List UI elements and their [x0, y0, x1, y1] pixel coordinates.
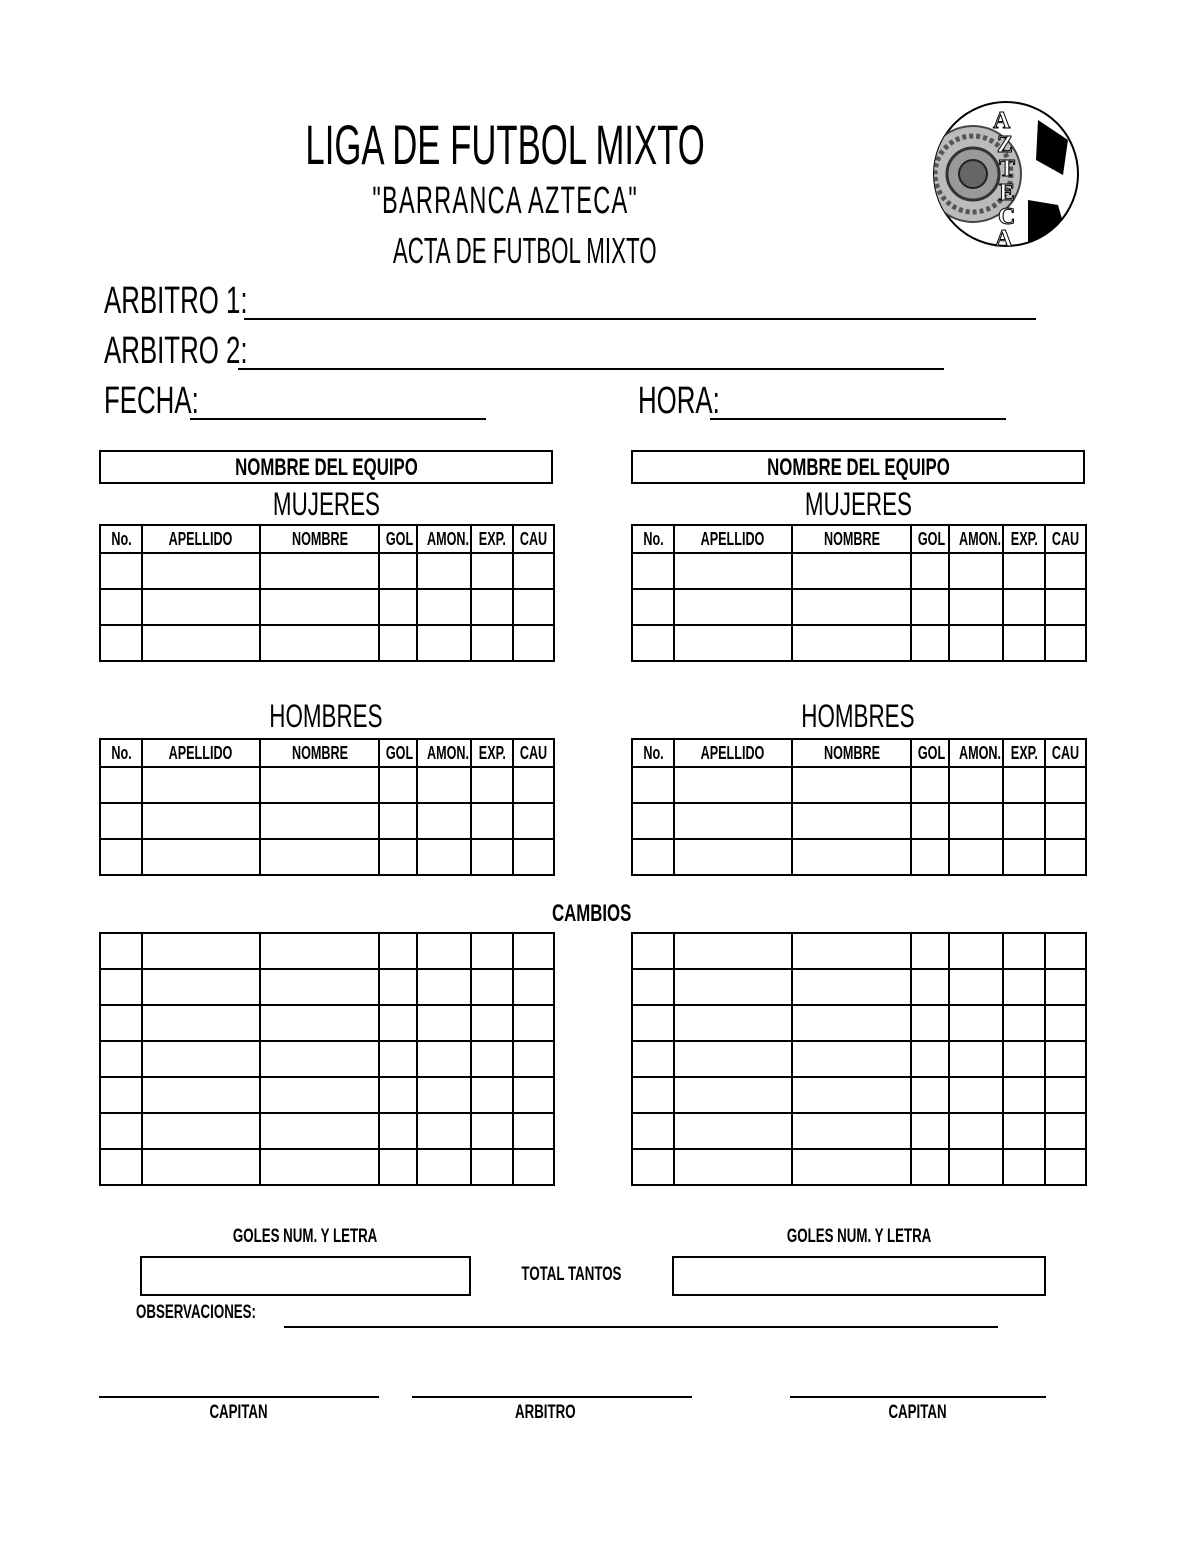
column-header: No.: [100, 739, 142, 767]
table-cell[interactable]: [1003, 589, 1045, 625]
table-cell[interactable]: [379, 1005, 417, 1041]
table-cell[interactable]: [513, 1149, 554, 1185]
table-cell[interactable]: [949, 767, 1003, 803]
table-cell[interactable]: [674, 553, 792, 589]
table-cell[interactable]: [792, 1041, 911, 1077]
table-cell[interactable]: [379, 969, 417, 1005]
table-cell[interactable]: [792, 625, 911, 661]
table-cell[interactable]: [792, 589, 911, 625]
table-cell[interactable]: [911, 1113, 949, 1149]
table-row: [100, 1149, 554, 1185]
column-header: CAU: [1045, 525, 1086, 553]
table-cell[interactable]: [260, 803, 379, 839]
table-cell[interactable]: [513, 1005, 554, 1041]
table-cell[interactable]: [142, 969, 260, 1005]
column-header: EXP.: [1003, 739, 1045, 767]
men-table-right[interactable]: [631, 738, 1087, 876]
table-row: [100, 1113, 554, 1149]
table-cell[interactable]: [949, 839, 1003, 875]
table-cell[interactable]: [513, 969, 554, 1005]
table-cell[interactable]: [100, 1005, 142, 1041]
column-header: CAU: [513, 525, 554, 553]
column-header: GOL: [911, 525, 949, 553]
table-cell[interactable]: [632, 803, 674, 839]
table-cell[interactable]: [260, 1005, 379, 1041]
arbitro1-label: ARBITRO 1:: [104, 280, 248, 322]
table-cell[interactable]: [471, 1077, 513, 1113]
table-header-row: [632, 739, 1086, 767]
captain-label-right: CAPITAN: [888, 1402, 948, 1423]
table-cell[interactable]: [949, 1113, 1003, 1149]
table-row: [632, 767, 1086, 803]
column-header: CAU: [1045, 739, 1086, 767]
table-cell[interactable]: [1003, 767, 1045, 803]
table-cell[interactable]: [142, 1005, 260, 1041]
table-cell[interactable]: [674, 1113, 792, 1149]
table-cell[interactable]: [100, 1149, 142, 1185]
table-cell[interactable]: [142, 625, 260, 661]
table-cell[interactable]: [417, 767, 471, 803]
table-row: [632, 933, 1086, 969]
table-cell[interactable]: [417, 803, 471, 839]
table-cell[interactable]: [417, 625, 471, 661]
column-header: NOMBRE: [260, 525, 379, 553]
column-header: AMON.: [417, 739, 471, 767]
table-cell[interactable]: [792, 767, 911, 803]
table-cell[interactable]: [674, 933, 792, 969]
table-cell[interactable]: [471, 589, 513, 625]
table-row: [632, 1005, 1086, 1041]
table-cell[interactable]: [674, 767, 792, 803]
table-cell[interactable]: [260, 1041, 379, 1077]
table-cell[interactable]: [513, 1041, 554, 1077]
table-cell[interactable]: [513, 553, 554, 589]
table-row: [632, 625, 1086, 661]
table-cell[interactable]: [471, 1005, 513, 1041]
table-cell[interactable]: [260, 1077, 379, 1113]
table-cell[interactable]: [792, 1149, 911, 1185]
table-cell[interactable]: [632, 1149, 674, 1185]
table-cell[interactable]: [142, 1077, 260, 1113]
table-cell[interactable]: [260, 839, 379, 875]
table-row: [100, 803, 554, 839]
table-cell[interactable]: [792, 1005, 911, 1041]
table-cell[interactable]: [632, 969, 674, 1005]
table-cell[interactable]: [260, 589, 379, 625]
women-section-label-right: MUJERES: [804, 486, 912, 522]
goals-label-right: GOLES NUM. Y LETRA: [786, 1226, 932, 1247]
table-cell[interactable]: [632, 589, 674, 625]
table-cell[interactable]: [632, 1041, 674, 1077]
table-cell[interactable]: [100, 803, 142, 839]
table-cell[interactable]: [513, 625, 554, 661]
table-cell[interactable]: [100, 589, 142, 625]
league-title: LIGA DE FUTBOL MIXTO: [305, 113, 705, 176]
table-cell[interactable]: [674, 803, 792, 839]
table-row: [100, 933, 554, 969]
table-cell[interactable]: [792, 969, 911, 1005]
table-cell[interactable]: [100, 767, 142, 803]
table-cell[interactable]: [260, 1113, 379, 1149]
table-cell[interactable]: [949, 1041, 1003, 1077]
table-cell[interactable]: [142, 1113, 260, 1149]
captain-label-left: CAPITAN: [209, 1402, 269, 1423]
table-cell[interactable]: [417, 1077, 471, 1113]
table-cell[interactable]: [513, 767, 554, 803]
table-cell[interactable]: [379, 625, 417, 661]
column-header: NOMBRE: [792, 739, 911, 767]
table-cell[interactable]: [1003, 969, 1045, 1005]
table-cell[interactable]: [911, 767, 949, 803]
table-cell[interactable]: [949, 1077, 1003, 1113]
table-cell[interactable]: [379, 1149, 417, 1185]
changes-table-right[interactable]: [631, 932, 1087, 1186]
fecha-line[interactable]: [190, 418, 486, 420]
hora-label: HORA:: [638, 380, 720, 422]
table-cell[interactable]: [260, 767, 379, 803]
table-cell[interactable]: [1003, 1041, 1045, 1077]
column-header: EXP.: [1003, 525, 1045, 553]
table-cell[interactable]: [1045, 1149, 1086, 1185]
column-header: GOL: [911, 739, 949, 767]
table-cell[interactable]: [417, 839, 471, 875]
table-cell[interactable]: [911, 589, 949, 625]
table-row: [100, 767, 554, 803]
table-cell[interactable]: [471, 1041, 513, 1077]
table-cell[interactable]: [632, 625, 674, 661]
azteca-logo: [918, 100, 1083, 250]
table-cell[interactable]: [632, 933, 674, 969]
table-cell[interactable]: [1003, 1113, 1045, 1149]
table-cell[interactable]: [379, 1113, 417, 1149]
table-cell[interactable]: [949, 1005, 1003, 1041]
column-header: No.: [632, 739, 674, 767]
table-row: [632, 839, 1086, 875]
table-cell[interactable]: [513, 933, 554, 969]
table-cell[interactable]: [100, 553, 142, 589]
table-cell[interactable]: [142, 553, 260, 589]
table-cell[interactable]: [911, 1005, 949, 1041]
arbitro2-label: ARBITRO 2:: [104, 330, 248, 372]
table-cell[interactable]: [632, 1113, 674, 1149]
table-cell[interactable]: [911, 553, 949, 589]
table-cell[interactable]: [471, 1149, 513, 1185]
logo-lettering: A Z T E C A: [993, 108, 1016, 250]
column-header: NOMBRE: [792, 525, 911, 553]
column-header: NOMBRE: [260, 739, 379, 767]
table-row: [632, 1041, 1086, 1077]
table-cell[interactable]: [100, 625, 142, 661]
table-cell[interactable]: [513, 839, 554, 875]
table-cell[interactable]: [379, 933, 417, 969]
table-cell[interactable]: [513, 1113, 554, 1149]
table-cell[interactable]: [417, 1113, 471, 1149]
team-name-box-right[interactable]: NOMBRE DEL EQUIPO: [631, 450, 1085, 484]
women-table-left[interactable]: [99, 524, 555, 662]
table-cell[interactable]: [1045, 767, 1086, 803]
table-cell[interactable]: [142, 839, 260, 875]
table-cell[interactable]: [471, 625, 513, 661]
table-cell[interactable]: [949, 553, 1003, 589]
table-cell[interactable]: [1045, 839, 1086, 875]
table-cell[interactable]: [792, 553, 911, 589]
captain-signature-line-left[interactable]: [99, 1396, 379, 1398]
men-section-label-right: HOMBRES: [801, 698, 915, 734]
table-cell[interactable]: [471, 839, 513, 875]
table-cell[interactable]: [792, 803, 911, 839]
table-cell[interactable]: [632, 839, 674, 875]
table-cell[interactable]: [379, 1041, 417, 1077]
table-cell[interactable]: [674, 1041, 792, 1077]
table-cell[interactable]: [100, 1041, 142, 1077]
table-cell[interactable]: [911, 625, 949, 661]
column-header: CAU: [513, 739, 554, 767]
table-cell[interactable]: [100, 969, 142, 1005]
table-cell[interactable]: [1003, 803, 1045, 839]
column-header: APELLIDO: [142, 525, 260, 553]
table-cell[interactable]: [911, 933, 949, 969]
table-cell[interactable]: [674, 1005, 792, 1041]
table-cell[interactable]: [949, 803, 1003, 839]
table-cell[interactable]: [417, 933, 471, 969]
men-section-label-left: HOMBRES: [269, 698, 383, 734]
table-cell[interactable]: [513, 589, 554, 625]
column-header: AMON.: [417, 525, 471, 553]
table-cell[interactable]: [1045, 1005, 1086, 1041]
table-cell[interactable]: [911, 1077, 949, 1113]
referee-label: ARBITRO: [514, 1402, 576, 1423]
table-cell[interactable]: [379, 553, 417, 589]
table-cell[interactable]: [674, 839, 792, 875]
goals-box-right[interactable]: [672, 1256, 1046, 1296]
table-cell[interactable]: [792, 839, 911, 875]
table-cell[interactable]: [949, 969, 1003, 1005]
table-cell[interactable]: [471, 767, 513, 803]
table-cell[interactable]: [1045, 933, 1086, 969]
table-cell[interactable]: [1045, 1113, 1086, 1149]
column-header: APELLIDO: [142, 739, 260, 767]
table-cell[interactable]: [471, 933, 513, 969]
table-cell[interactable]: [792, 933, 911, 969]
table-cell[interactable]: [417, 1149, 471, 1185]
table-row: [100, 1077, 554, 1113]
women-section-label-left: MUJERES: [272, 486, 380, 522]
table-cell[interactable]: [1003, 1149, 1045, 1185]
observations-label: OBSERVACIONES:: [136, 1302, 256, 1323]
table-cell[interactable]: [260, 553, 379, 589]
team-name-box-left[interactable]: NOMBRE DEL EQUIPO: [99, 450, 553, 484]
observations-line[interactable]: [284, 1326, 998, 1328]
table-cell[interactable]: [1045, 553, 1086, 589]
table-cell[interactable]: [260, 969, 379, 1005]
table-header-row: [100, 525, 554, 553]
fecha-label: FECHA:: [104, 380, 199, 422]
table-cell[interactable]: [674, 969, 792, 1005]
table-row: [632, 969, 1086, 1005]
table-cell[interactable]: [471, 553, 513, 589]
table-row: [100, 1041, 554, 1077]
column-header: No.: [632, 525, 674, 553]
referee-signature-line[interactable]: [412, 1396, 692, 1398]
table-cell[interactable]: [792, 1113, 911, 1149]
goals-label-left: GOLES NUM. Y LETRA: [232, 1226, 378, 1247]
table-cell[interactable]: [1003, 625, 1045, 661]
table-cell[interactable]: [379, 767, 417, 803]
table-header-row: [632, 525, 1086, 553]
table-row: [632, 803, 1086, 839]
total-tantos-label: TOTAL TANTOS: [520, 1264, 621, 1285]
table-row: [100, 589, 554, 625]
table-cell[interactable]: [142, 933, 260, 969]
table-cell[interactable]: [260, 933, 379, 969]
table-cell[interactable]: [632, 1077, 674, 1113]
column-header: No.: [100, 525, 142, 553]
table-cell[interactable]: [513, 1077, 554, 1113]
table-cell[interactable]: [379, 1077, 417, 1113]
table-row: [100, 1005, 554, 1041]
table-cell[interactable]: [100, 1077, 142, 1113]
hora-line[interactable]: [710, 418, 1006, 420]
table-cell[interactable]: [911, 839, 949, 875]
table-cell[interactable]: [949, 933, 1003, 969]
table-row: [100, 553, 554, 589]
table-cell[interactable]: [417, 553, 471, 589]
table-cell[interactable]: [911, 1041, 949, 1077]
table-cell[interactable]: [949, 1149, 1003, 1185]
column-header: GOL: [379, 525, 417, 553]
table-cell[interactable]: [260, 625, 379, 661]
column-header: GOL: [379, 739, 417, 767]
table-cell[interactable]: [792, 1077, 911, 1113]
column-header: EXP.: [471, 739, 513, 767]
women-table-right[interactable]: [631, 524, 1087, 662]
arbitro1-line[interactable]: [244, 318, 1036, 320]
table-cell[interactable]: [1003, 839, 1045, 875]
column-header: AMON.: [949, 739, 1003, 767]
table-cell[interactable]: [417, 969, 471, 1005]
table-cell[interactable]: [632, 553, 674, 589]
table-header-row: [100, 739, 554, 767]
table-cell[interactable]: [1045, 1041, 1086, 1077]
table-cell[interactable]: [417, 1005, 471, 1041]
table-cell[interactable]: [471, 1113, 513, 1149]
column-header: EXP.: [471, 525, 513, 553]
table-row: [100, 969, 554, 1005]
table-row: [632, 553, 1086, 589]
table-cell[interactable]: [100, 839, 142, 875]
table-cell[interactable]: [1045, 969, 1086, 1005]
table-cell[interactable]: [379, 839, 417, 875]
table-cell[interactable]: [142, 1149, 260, 1185]
captain-signature-line-right[interactable]: [790, 1396, 1046, 1398]
table-cell[interactable]: [1045, 625, 1086, 661]
table-cell[interactable]: [471, 803, 513, 839]
table-cell[interactable]: [100, 1113, 142, 1149]
table-cell[interactable]: [417, 589, 471, 625]
column-header: AMON.: [949, 525, 1003, 553]
league-subtitle: "BARRANCA AZTECA": [372, 180, 638, 222]
table-cell[interactable]: [1003, 553, 1045, 589]
column-header: APELLIDO: [674, 525, 792, 553]
table-cell[interactable]: [911, 1149, 949, 1185]
table-cell[interactable]: [911, 969, 949, 1005]
table-cell[interactable]: [1003, 1005, 1045, 1041]
changes-section-label: CAMBIOS: [552, 900, 632, 927]
table-cell[interactable]: [1045, 589, 1086, 625]
table-cell[interactable]: [142, 803, 260, 839]
table-row: [632, 1113, 1086, 1149]
table-cell[interactable]: [1045, 803, 1086, 839]
table-row: [100, 839, 554, 875]
table-cell[interactable]: [142, 589, 260, 625]
arbitro2-line[interactable]: [238, 368, 944, 370]
document-title: ACTA DE FUTBOL MIXTO: [393, 230, 657, 271]
table-cell[interactable]: [632, 1005, 674, 1041]
column-header: APELLIDO: [674, 739, 792, 767]
table-cell[interactable]: [260, 1149, 379, 1185]
table-cell[interactable]: [632, 767, 674, 803]
goals-box-left[interactable]: [140, 1256, 471, 1296]
table-cell[interactable]: [911, 803, 949, 839]
men-table-left[interactable]: [99, 738, 555, 876]
table-cell[interactable]: [379, 803, 417, 839]
table-cell[interactable]: [379, 589, 417, 625]
table-row: [632, 1077, 1086, 1113]
table-row: [632, 589, 1086, 625]
table-cell[interactable]: [1045, 1077, 1086, 1113]
table-cell[interactable]: [674, 589, 792, 625]
table-cell[interactable]: [1003, 933, 1045, 969]
table-cell[interactable]: [142, 1041, 260, 1077]
table-cell[interactable]: [417, 1041, 471, 1077]
table-cell[interactable]: [674, 625, 792, 661]
table-cell[interactable]: [949, 589, 1003, 625]
table-cell[interactable]: [471, 969, 513, 1005]
table-row: [100, 625, 554, 661]
table-cell[interactable]: [1003, 1077, 1045, 1113]
table-row: [632, 1149, 1086, 1185]
table-cell[interactable]: [100, 933, 142, 969]
table-cell[interactable]: [949, 625, 1003, 661]
table-cell[interactable]: [674, 1077, 792, 1113]
table-cell[interactable]: [674, 1149, 792, 1185]
table-cell[interactable]: [513, 803, 554, 839]
changes-table-left[interactable]: [99, 932, 555, 1186]
table-cell[interactable]: [142, 767, 260, 803]
